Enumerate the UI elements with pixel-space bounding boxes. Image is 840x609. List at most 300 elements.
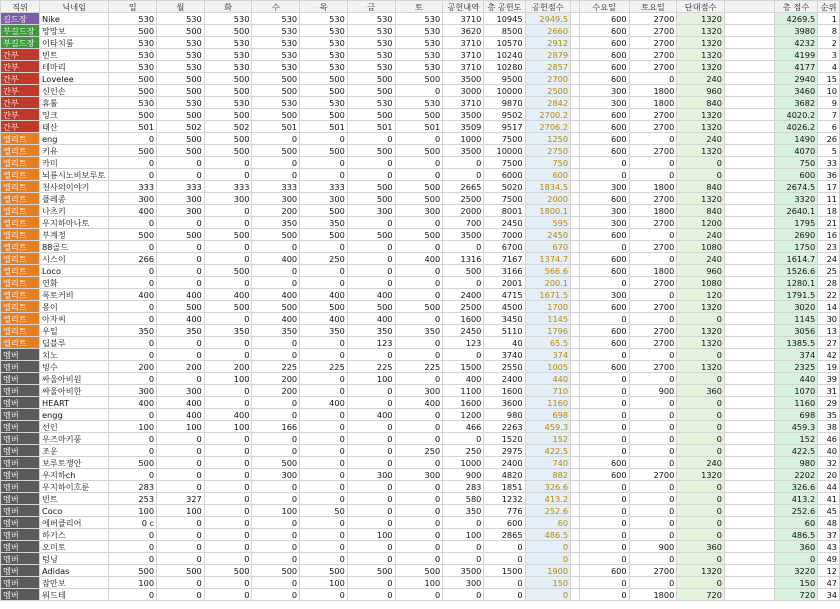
value-cell[interactable]: 1800	[629, 181, 677, 193]
value-cell[interactable]: 9517	[484, 121, 525, 133]
value-cell[interactable]: 0	[347, 397, 395, 409]
value-cell[interactable]: 1316	[443, 253, 484, 265]
value-cell[interactable]	[571, 325, 580, 337]
value-cell[interactable]: 123	[347, 337, 395, 349]
value-cell[interactable]: 3620	[443, 25, 484, 37]
value-cell[interactable]: 2949.5	[525, 13, 571, 25]
value-cell[interactable]: 0	[204, 541, 252, 553]
value-cell[interactable]: 2665	[443, 181, 484, 193]
role-cell[interactable]: 멤버	[1, 541, 40, 553]
value-cell[interactable]: 1320	[677, 337, 725, 349]
value-cell[interactable]: 0	[395, 541, 443, 553]
value-cell[interactable]: 60	[774, 517, 817, 529]
value-cell[interactable]: 0	[579, 505, 629, 517]
value-cell[interactable]	[724, 493, 774, 505]
value-cell[interactable]: 0	[443, 517, 484, 529]
value-cell[interactable]: 740	[525, 457, 571, 469]
value-cell[interactable]: 2940	[774, 73, 817, 85]
value-cell[interactable]	[571, 457, 580, 469]
value-cell[interactable]: 0	[252, 577, 300, 589]
value-cell[interactable]: 2700	[629, 301, 677, 313]
value-cell[interactable]: 500	[347, 85, 395, 97]
role-cell[interactable]: 부길드장	[1, 37, 40, 49]
value-cell[interactable]: 1800	[629, 589, 677, 601]
value-cell[interactable]: 0	[109, 373, 157, 385]
value-cell[interactable]: 500	[157, 73, 205, 85]
nickname-cell[interactable]: 우즈마키풍	[40, 433, 109, 445]
value-cell[interactable]: 500	[109, 109, 157, 121]
value-cell[interactable]: 580	[443, 493, 484, 505]
value-cell[interactable]: 500	[157, 133, 205, 145]
value-cell[interactable]: 500	[395, 181, 443, 193]
value-cell[interactable]: 0	[395, 481, 443, 493]
value-cell[interactable]: 2700	[629, 121, 677, 133]
value-cell[interactable]: 0	[109, 157, 157, 169]
value-cell[interactable]: 0	[677, 397, 725, 409]
value-cell[interactable]: 300	[395, 385, 443, 397]
role-cell[interactable]: 간부	[1, 97, 40, 109]
value-cell[interactable]: 1800	[629, 97, 677, 109]
value-cell[interactable]: 360	[677, 541, 725, 553]
value-cell[interactable]: 7500	[484, 193, 525, 205]
value-cell[interactable]: 0	[347, 445, 395, 457]
role-cell[interactable]: 멤버	[1, 433, 40, 445]
value-cell[interactable]: 530	[300, 13, 348, 25]
value-cell[interactable]	[724, 277, 774, 289]
nickname-cell[interactable]: 잠만보	[40, 577, 109, 589]
value-cell[interactable]: 8500	[484, 25, 525, 37]
value-cell[interactable]: 595	[525, 217, 571, 229]
nickname-cell[interactable]: 치노	[40, 349, 109, 361]
value-cell[interactable]: 225	[252, 361, 300, 373]
nickname-cell[interactable]: 오미토	[40, 541, 109, 553]
value-cell[interactable]: 500	[109, 565, 157, 577]
value-cell[interactable]: 45	[818, 505, 840, 517]
value-cell[interactable]: 0	[300, 433, 348, 445]
nickname-cell[interactable]: 빈트	[40, 493, 109, 505]
value-cell[interactable]: 0	[677, 505, 725, 517]
value-cell[interactable]: 422.5	[774, 445, 817, 457]
column-header[interactable]: 수요일	[579, 1, 629, 13]
value-cell[interactable]: 0	[157, 541, 205, 553]
role-cell[interactable]: 엘리트	[1, 229, 40, 241]
value-cell[interactable]: 0	[300, 349, 348, 361]
value-cell[interactable]	[571, 301, 580, 313]
value-cell[interactable]: 0	[395, 313, 443, 325]
value-cell[interactable]: 3	[818, 49, 840, 61]
nickname-cell[interactable]: Loco	[40, 265, 109, 277]
value-cell[interactable]: 0	[347, 433, 395, 445]
value-cell[interactable]	[724, 445, 774, 457]
value-cell[interactable]: 500	[109, 73, 157, 85]
value-cell[interactable]: 17	[818, 181, 840, 193]
value-cell[interactable]	[571, 373, 580, 385]
value-cell[interactable]: 6700	[484, 241, 525, 253]
value-cell[interactable]	[724, 13, 774, 25]
value-cell[interactable]	[571, 289, 580, 301]
value-cell[interactable]: 40	[484, 337, 525, 349]
value-cell[interactable]: 7000	[484, 229, 525, 241]
value-cell[interactable]: 0	[300, 373, 348, 385]
value-cell[interactable]: 0	[300, 409, 348, 421]
nickname-cell[interactable]: 연화	[40, 277, 109, 289]
value-cell[interactable]: 0	[525, 553, 571, 565]
value-cell[interactable]: 0	[629, 289, 677, 301]
value-cell[interactable]: 530	[109, 97, 157, 109]
value-cell[interactable]: 0	[157, 373, 205, 385]
value-cell[interactable]: 7500	[484, 157, 525, 169]
value-cell[interactable]: 0	[204, 589, 252, 601]
value-cell[interactable]: 253	[109, 493, 157, 505]
value-cell[interactable]: 33	[818, 157, 840, 169]
value-cell[interactable]: 2450	[484, 217, 525, 229]
value-cell[interactable]	[571, 109, 580, 121]
value-cell[interactable]: 0	[395, 433, 443, 445]
value-cell[interactable]: 500	[300, 145, 348, 157]
value-cell[interactable]: 8001	[484, 205, 525, 217]
nickname-cell[interactable]: 시스이	[40, 253, 109, 265]
value-cell[interactable]: 10280	[484, 61, 525, 73]
value-cell[interactable]: 152	[774, 433, 817, 445]
value-cell[interactable]: 300	[395, 205, 443, 217]
value-cell[interactable]: 0	[347, 493, 395, 505]
role-cell[interactable]: 엘리트	[1, 253, 40, 265]
value-cell[interactable]: 0	[677, 421, 725, 433]
value-cell[interactable]: 0	[579, 277, 629, 289]
value-cell[interactable]: 0	[157, 157, 205, 169]
value-cell[interactable]: 225	[300, 361, 348, 373]
value-cell[interactable]: 3000	[443, 85, 484, 97]
value-cell[interactable]: 530	[109, 37, 157, 49]
value-cell[interactable]: 1080	[677, 277, 725, 289]
value-cell[interactable]: 0	[300, 157, 348, 169]
value-cell[interactable]: 0	[629, 493, 677, 505]
value-cell[interactable]: 1200	[443, 409, 484, 421]
value-cell[interactable]	[571, 193, 580, 205]
role-cell[interactable]: 엘리트	[1, 169, 40, 181]
value-cell[interactable]: 3509	[443, 121, 484, 133]
role-cell[interactable]: 엘리트	[1, 145, 40, 157]
role-cell[interactable]: 멤버	[1, 565, 40, 577]
value-cell[interactable]: 200	[204, 361, 252, 373]
value-cell[interactable]: 2879	[525, 49, 571, 61]
value-cell[interactable]: 2640.1	[774, 205, 817, 217]
value-cell[interactable]: 960	[677, 265, 725, 277]
value-cell[interactable]: 1320	[677, 13, 725, 25]
value-cell[interactable]: 500	[204, 265, 252, 277]
value-cell[interactable]: 333	[109, 181, 157, 193]
value-cell[interactable]: 25	[818, 265, 840, 277]
role-cell[interactable]: 엘리트	[1, 313, 40, 325]
value-cell[interactable]: 400	[109, 397, 157, 409]
value-cell[interactable]: 1070	[774, 385, 817, 397]
value-cell[interactable]: 500	[300, 229, 348, 241]
value-cell[interactable]: 326.6	[525, 481, 571, 493]
value-cell[interactable]: 30	[818, 313, 840, 325]
value-cell[interactable]: 1526.6	[774, 265, 817, 277]
value-cell[interactable]: 500	[204, 73, 252, 85]
nickname-cell[interactable]: 우일	[40, 325, 109, 337]
value-cell[interactable]: 0	[252, 397, 300, 409]
value-cell[interactable]: 400	[252, 253, 300, 265]
value-cell[interactable]: 3166	[484, 265, 525, 277]
value-cell[interactable]: 2325	[774, 361, 817, 373]
value-cell[interactable]: 0	[443, 169, 484, 181]
value-cell[interactable]: 6	[818, 121, 840, 133]
value-cell[interactable]	[571, 73, 580, 85]
value-cell[interactable]: 500	[157, 145, 205, 157]
value-cell[interactable]: 440	[525, 373, 571, 385]
value-cell[interactable]: 4026.2	[774, 121, 817, 133]
value-cell[interactable]: 0	[395, 85, 443, 97]
value-cell[interactable]: 49	[818, 553, 840, 565]
value-cell[interactable]	[571, 313, 580, 325]
value-cell[interactable]: 1000	[443, 457, 484, 469]
value-cell[interactable]: 1160	[774, 397, 817, 409]
value-cell[interactable]: 1280.1	[774, 277, 817, 289]
value-cell[interactable]: 2500	[525, 85, 571, 97]
value-cell[interactable]: 0	[629, 445, 677, 457]
value-cell[interactable]: 530	[204, 61, 252, 73]
value-cell[interactable]: 0	[157, 481, 205, 493]
value-cell[interactable]: 0	[395, 133, 443, 145]
value-cell[interactable]: 333	[204, 181, 252, 193]
role-cell[interactable]: 엘리트	[1, 265, 40, 277]
value-cell[interactable]: 0	[157, 457, 205, 469]
value-cell[interactable]	[571, 361, 580, 373]
value-cell[interactable]: 3710	[443, 13, 484, 25]
value-cell[interactable]: 0	[347, 133, 395, 145]
value-cell[interactable]	[724, 253, 774, 265]
nickname-cell[interactable]: Lovelee	[40, 73, 109, 85]
nickname-cell[interactable]: 88골드	[40, 241, 109, 253]
value-cell[interactable]: 152	[525, 433, 571, 445]
value-cell[interactable]: 0	[443, 349, 484, 361]
value-cell[interactable]	[571, 85, 580, 97]
value-cell[interactable]	[571, 145, 580, 157]
value-cell[interactable]: 600	[525, 169, 571, 181]
value-cell[interactable]	[724, 73, 774, 85]
value-cell[interactable]: 300	[157, 385, 205, 397]
value-cell[interactable]: 0	[484, 553, 525, 565]
value-cell[interactable]: 0	[347, 589, 395, 601]
value-cell[interactable]: 1700	[525, 301, 571, 313]
value-cell[interactable]: 500	[347, 145, 395, 157]
nickname-cell[interactable]: 부계정	[40, 229, 109, 241]
nickname-cell[interactable]: 워드테	[40, 589, 109, 601]
value-cell[interactable]	[571, 577, 580, 589]
value-cell[interactable]: 400	[300, 397, 348, 409]
value-cell[interactable]: 2975	[484, 445, 525, 457]
value-cell[interactable]	[724, 373, 774, 385]
value-cell[interactable]: 2	[818, 37, 840, 49]
value-cell[interactable]: 0	[629, 229, 677, 241]
value-cell[interactable]: 0	[300, 553, 348, 565]
value-cell[interactable]: 2690	[774, 229, 817, 241]
nickname-cell[interactable]: 하기스	[40, 529, 109, 541]
value-cell[interactable]: 0	[157, 217, 205, 229]
value-cell[interactable]: 0	[629, 349, 677, 361]
value-cell[interactable]: 0	[300, 421, 348, 433]
value-cell[interactable]: 400	[395, 397, 443, 409]
nickname-cell[interactable]: 싸울아비한	[40, 385, 109, 397]
value-cell[interactable]: 0	[395, 457, 443, 469]
value-cell[interactable]: 400	[347, 289, 395, 301]
value-cell[interactable]: 530	[300, 49, 348, 61]
value-cell[interactable]: 200	[252, 205, 300, 217]
value-cell[interactable]: 0	[204, 337, 252, 349]
value-cell[interactable]: 266	[109, 253, 157, 265]
value-cell[interactable]: 0	[629, 157, 677, 169]
value-cell[interactable]: 0	[252, 277, 300, 289]
value-cell[interactable]: 1080	[677, 241, 725, 253]
value-cell[interactable]: 28	[818, 277, 840, 289]
value-cell[interactable]: 0	[579, 241, 629, 253]
value-cell[interactable]: 960	[677, 85, 725, 97]
value-cell[interactable]: 65.5	[525, 337, 571, 349]
value-cell[interactable]: 600	[579, 253, 629, 265]
value-cell[interactable]	[724, 121, 774, 133]
value-cell[interactable]	[724, 217, 774, 229]
value-cell[interactable]: 0	[300, 277, 348, 289]
value-cell[interactable]: 0	[109, 265, 157, 277]
value-cell[interactable]: 20	[818, 469, 840, 481]
role-cell[interactable]: 엘리트	[1, 241, 40, 253]
value-cell[interactable]: 0	[347, 385, 395, 397]
value-cell[interactable]: 400	[204, 289, 252, 301]
value-cell[interactable]	[724, 289, 774, 301]
value-cell[interactable]: 1600	[484, 385, 525, 397]
value-cell[interactable]: 300	[579, 217, 629, 229]
value-cell[interactable]	[571, 553, 580, 565]
value-cell[interactable]: 486.5	[774, 529, 817, 541]
nickname-cell[interactable]: 몽이	[40, 301, 109, 313]
value-cell[interactable]: 0	[204, 277, 252, 289]
value-cell[interactable]: 0	[157, 337, 205, 349]
value-cell[interactable]	[724, 361, 774, 373]
nickname-cell[interactable]: eng	[40, 133, 109, 145]
value-cell[interactable]: 300	[579, 85, 629, 97]
value-cell[interactable]: 1374.7	[525, 253, 571, 265]
value-cell[interactable]: 374	[774, 349, 817, 361]
value-cell[interactable]: 21	[818, 217, 840, 229]
value-cell[interactable]: 530	[395, 25, 443, 37]
value-cell[interactable]	[571, 421, 580, 433]
value-cell[interactable]: 19	[818, 361, 840, 373]
value-cell[interactable]: 60	[525, 517, 571, 529]
value-cell[interactable]: 400	[252, 289, 300, 301]
value-cell[interactable]: 2700.2	[525, 109, 571, 121]
value-cell[interactable]: 0	[252, 169, 300, 181]
value-cell[interactable]: 1796	[525, 325, 571, 337]
value-cell[interactable]: 333	[300, 181, 348, 193]
value-cell[interactable]: 333	[252, 181, 300, 193]
value-cell[interactable]: 2400	[484, 457, 525, 469]
value-cell[interactable]: 500	[157, 565, 205, 577]
value-cell[interactable]: 710	[525, 385, 571, 397]
value-cell[interactable]: 0	[157, 577, 205, 589]
value-cell[interactable]: 250	[443, 445, 484, 457]
value-cell[interactable]: 100	[109, 577, 157, 589]
value-cell[interactable]	[571, 481, 580, 493]
value-cell[interactable]: 0	[204, 505, 252, 517]
value-cell[interactable]: 1800	[629, 85, 677, 97]
value-cell[interactable]: 0	[629, 529, 677, 541]
value-cell[interactable]: 400	[204, 409, 252, 421]
value-cell[interactable]: 300	[109, 193, 157, 205]
value-cell[interactable]: 120	[677, 289, 725, 301]
value-cell[interactable]: 0	[347, 577, 395, 589]
nickname-cell[interactable]: 천사의이야기	[40, 181, 109, 193]
value-cell[interactable]: 530	[204, 37, 252, 49]
value-cell[interactable]: 4715	[484, 289, 525, 301]
value-cell[interactable]: 0	[395, 337, 443, 349]
value-cell[interactable]: 1320	[677, 121, 725, 133]
value-cell[interactable]: 350	[443, 505, 484, 517]
value-cell[interactable]: 37	[818, 529, 840, 541]
value-cell[interactable]: 0	[347, 169, 395, 181]
nickname-cell[interactable]: 에버클리어	[40, 517, 109, 529]
role-cell[interactable]: 엘리트	[1, 301, 40, 313]
value-cell[interactable]: 300	[252, 193, 300, 205]
value-cell[interactable]: 840	[677, 97, 725, 109]
value-cell[interactable]: 0	[395, 277, 443, 289]
role-cell[interactable]: 멤버	[1, 517, 40, 529]
value-cell[interactable]: 2263	[484, 421, 525, 433]
value-cell[interactable]: 2660	[525, 25, 571, 37]
value-cell[interactable]: 200	[109, 361, 157, 373]
value-cell[interactable]: 750	[525, 157, 571, 169]
value-cell[interactable]: 2750	[525, 145, 571, 157]
value-cell[interactable]: 530	[347, 25, 395, 37]
value-cell[interactable]: 500	[300, 73, 348, 85]
value-cell[interactable]: 2700	[629, 361, 677, 373]
value-cell[interactable]: 0	[204, 445, 252, 457]
value-cell[interactable]: 0	[347, 481, 395, 493]
value-cell[interactable]: 300	[157, 205, 205, 217]
value-cell[interactable]: 1200	[677, 217, 725, 229]
value-cell[interactable]: 0	[109, 277, 157, 289]
value-cell[interactable]: 400	[443, 373, 484, 385]
value-cell[interactable]: 2865	[484, 529, 525, 541]
role-cell[interactable]: 멤버	[1, 445, 40, 457]
value-cell[interactable]: 39	[818, 373, 840, 385]
value-cell[interactable]: 413.2	[525, 493, 571, 505]
value-cell[interactable]	[724, 133, 774, 145]
value-cell[interactable]: 530	[347, 37, 395, 49]
value-cell[interactable]: 0	[395, 505, 443, 517]
value-cell[interactable]: 500	[347, 565, 395, 577]
column-header[interactable]: 총 공헌도	[484, 1, 525, 13]
value-cell[interactable]: 1671.5	[525, 289, 571, 301]
value-cell[interactable]: 500	[204, 109, 252, 121]
value-cell[interactable]: 38	[818, 421, 840, 433]
value-cell[interactable]: 500	[347, 301, 395, 313]
value-cell[interactable]	[724, 85, 774, 97]
nickname-cell[interactable]: 조운	[40, 445, 109, 457]
value-cell[interactable]: 0	[252, 589, 300, 601]
value-cell[interactable]: 333	[157, 181, 205, 193]
value-cell[interactable]: 0	[629, 397, 677, 409]
value-cell[interactable]: 0	[347, 277, 395, 289]
role-cell[interactable]: 엘리트	[1, 193, 40, 205]
value-cell[interactable]: 2700	[629, 325, 677, 337]
value-cell[interactable]: 530	[109, 13, 157, 25]
value-cell[interactable]: 500	[395, 229, 443, 241]
value-cell[interactable]: 0	[157, 589, 205, 601]
value-cell[interactable]: 0	[629, 313, 677, 325]
value-cell[interactable]: 600	[579, 145, 629, 157]
